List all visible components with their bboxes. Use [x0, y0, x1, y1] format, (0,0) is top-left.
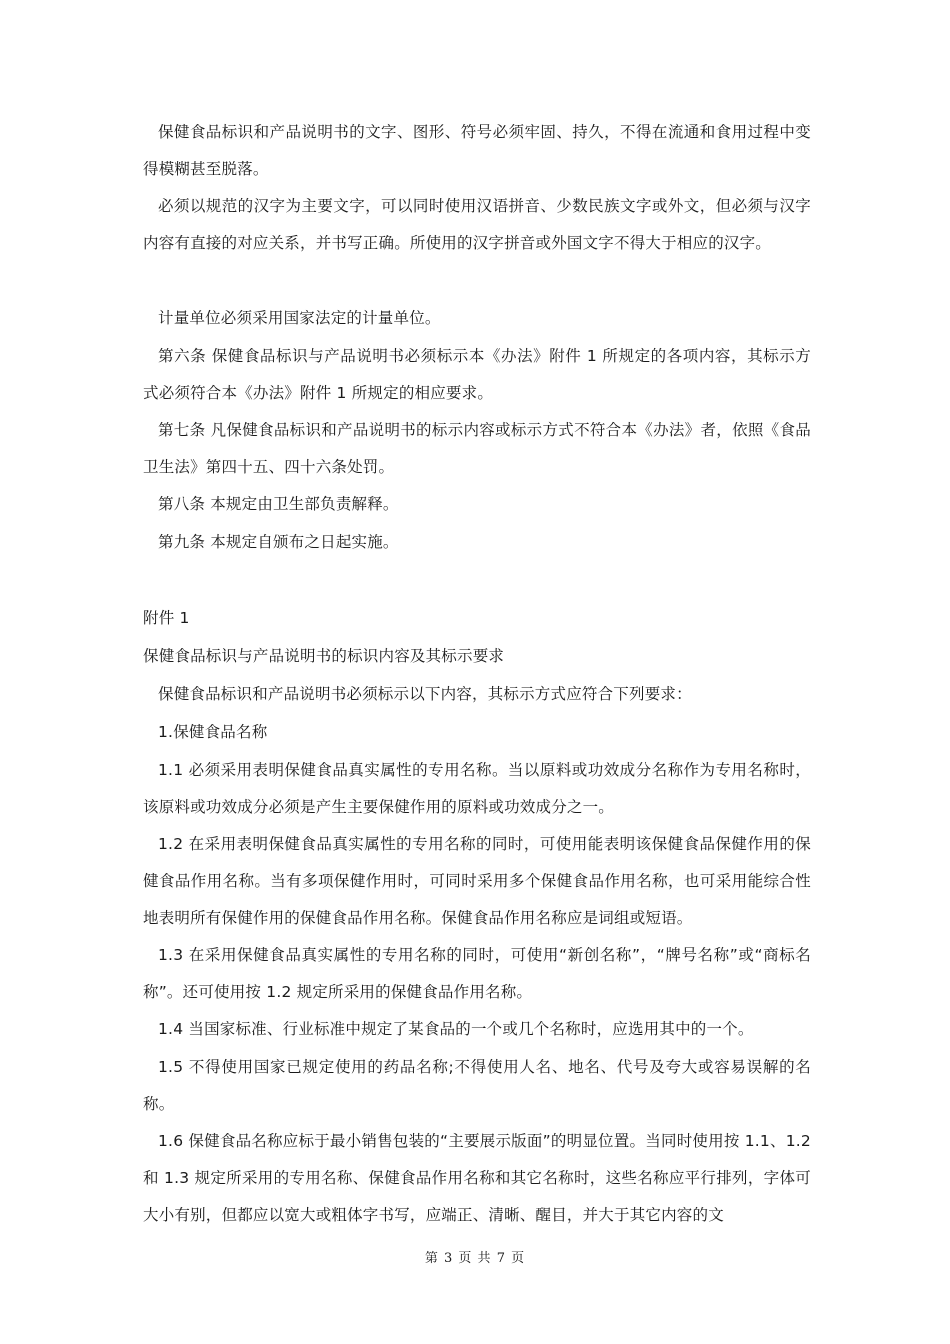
page-footer: 第 3 页 共 7 页 — [424, 1251, 526, 1266]
appendix-intro: 保健食品标识和产品说明书必须标示以下内容，其标示方式应符合下列要求： — [158, 685, 692, 703]
paragraph-article-6: 第六条 保健食品标识与产品说明书必须标示本《办法》附件 1 所规定的各项内容，其标示方式必须符合本《办法》附件 1 所规定的相应要求。 — [143, 347, 811, 402]
section-1-heading: 1.保健食品名称 — [158, 723, 268, 741]
clause-1-2: 1.2 在采用表明保健食品真实属性的专用名称的同时，可使用能表明该保健食品保健作用的保健食品作用名称。当有多项保健作用时，可同时采用多个保健食品作用名称，也可采用能综合性地表明所有保健作用的保健食品作用名称。保健食品作用名称应是词组或短语。 — [143, 835, 811, 927]
paragraph-article-9: 第九条 本规定自颁布之日起实施。 — [158, 533, 399, 551]
paragraph-measurement-units: 计量单位必须采用国家法定的计量单位。 — [158, 309, 441, 327]
paragraph-chinese-characters: 必须以规范的汉字为主要文字，可以同时使用汉语拼音、少数民族文字或外文，但必须与汉字内容有直接的对应关系，并书写正确。所使用的汉字拼音或外国文字不得大于相应的汉字。 — [143, 197, 811, 252]
appendix-title: 附件 1 — [143, 609, 190, 627]
paragraph-article-8: 第八条 本规定由卫生部负责解释。 — [158, 495, 399, 513]
appendix-subtitle: 保健食品标识与产品说明书的标识内容及其标示要求 — [143, 647, 505, 665]
paragraph-article-7: 第七条 凡保健食品标识和产品说明书的标示内容或标示方式不符合本《办法》者，依照《食品卫生法》第四十五、四十六条处罚。 — [143, 421, 811, 476]
clause-1-1: 1.1 必须采用表明保健食品真实属性的专用名称。当以原料或功效成分名称作为专用名称时，该原料或功效成分必须是产生主要保健作用的原料或功效成分之一。 — [143, 761, 811, 816]
clause-1-5: 1.5 不得使用国家已规定使用的药品名称;不得使用人名、地名、代号及夸大或容易误解的名称。 — [143, 1058, 811, 1113]
clause-1-4: 1.4 当国家标准、行业标准中规定了某食品的一个或几个名称时，应选用其中的一个。 — [158, 1020, 754, 1038]
clause-1-6: 1.6 保健食品名称应标于最小销售包装的“主要展示版面”的明显位置。当同时使用按 1.1、1.2 和 1.3 规定所采用的专用名称、保健食品作用名称和其它名称时，这些名称应平行排列，字体可大小有别，但都应以宽大或粗体字书写，应端正、清晰、醒目，并大于其它内容的文 — [143, 1132, 811, 1224]
clause-1-3: 1.3 在采用保健食品真实属性的专用名称的同时，可使用“新创名称”，“牌号名称”或“商标名称”。还可使用按 1.2 规定所采用的保健食品作用名称。 — [143, 946, 811, 1001]
paragraph-durability: 保健食品标识和产品说明书的文字、图形、符号必须牢固、持久，不得在流通和食用过程中变得模糊甚至脱落。 — [143, 123, 811, 178]
